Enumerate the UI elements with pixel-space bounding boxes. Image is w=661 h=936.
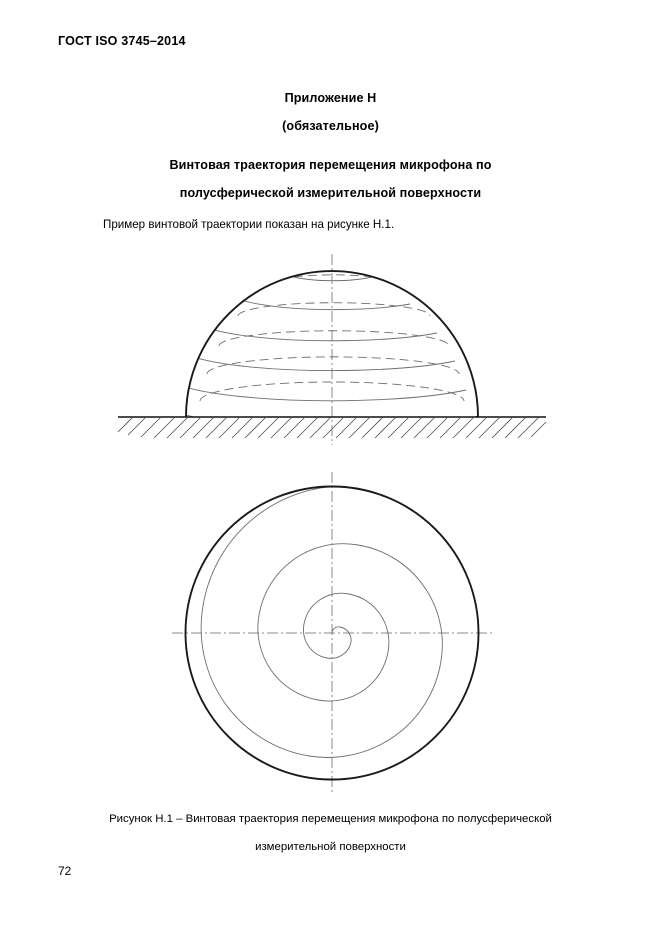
- helix-back-arc-3: [219, 331, 449, 346]
- helix-front-arc-4: [197, 306, 437, 341]
- figure-caption-line-2: измерительной поверхности: [255, 841, 406, 853]
- spiral-trajectory: [148, 486, 503, 800]
- helix-back-arc-5: [268, 275, 398, 285]
- annex-title-line-4: полусферической измерительной поверхности: [179, 186, 482, 200]
- helical-path-group: [165, 257, 478, 429]
- figure-h1: [0, 240, 661, 800]
- figure-h1-drawing: [0, 240, 661, 800]
- hemisphere-plan-view: [148, 472, 503, 800]
- helix-front-arc-2: [168, 362, 466, 401]
- spiral-path-group: [148, 486, 503, 800]
- annex-title-line-2: (обязательное): [282, 119, 379, 133]
- helix-front-arc-1: [165, 388, 478, 429]
- hemisphere-elevation-view: [118, 254, 546, 445]
- annex-title-line-3: Винтовая траектория перемещения микрофона по: [169, 158, 492, 172]
- figure-caption: [60, 805, 601, 861]
- intro-paragraph: Пример винтовой траектории показан на рисунке Н.1.: [103, 218, 395, 231]
- page-number: 72: [58, 864, 72, 878]
- helix-back-arc-2: [207, 357, 459, 374]
- annex-title-line-1: Приложение Н: [284, 91, 377, 105]
- figure-caption-line-1: Рисунок Н.1 – Винтовая траектория перемещения микрофона по полусферической: [109, 813, 552, 825]
- document-standard-header: ГОСТ ISO 3745–2014: [58, 34, 186, 48]
- annex-title-block: [60, 84, 601, 207]
